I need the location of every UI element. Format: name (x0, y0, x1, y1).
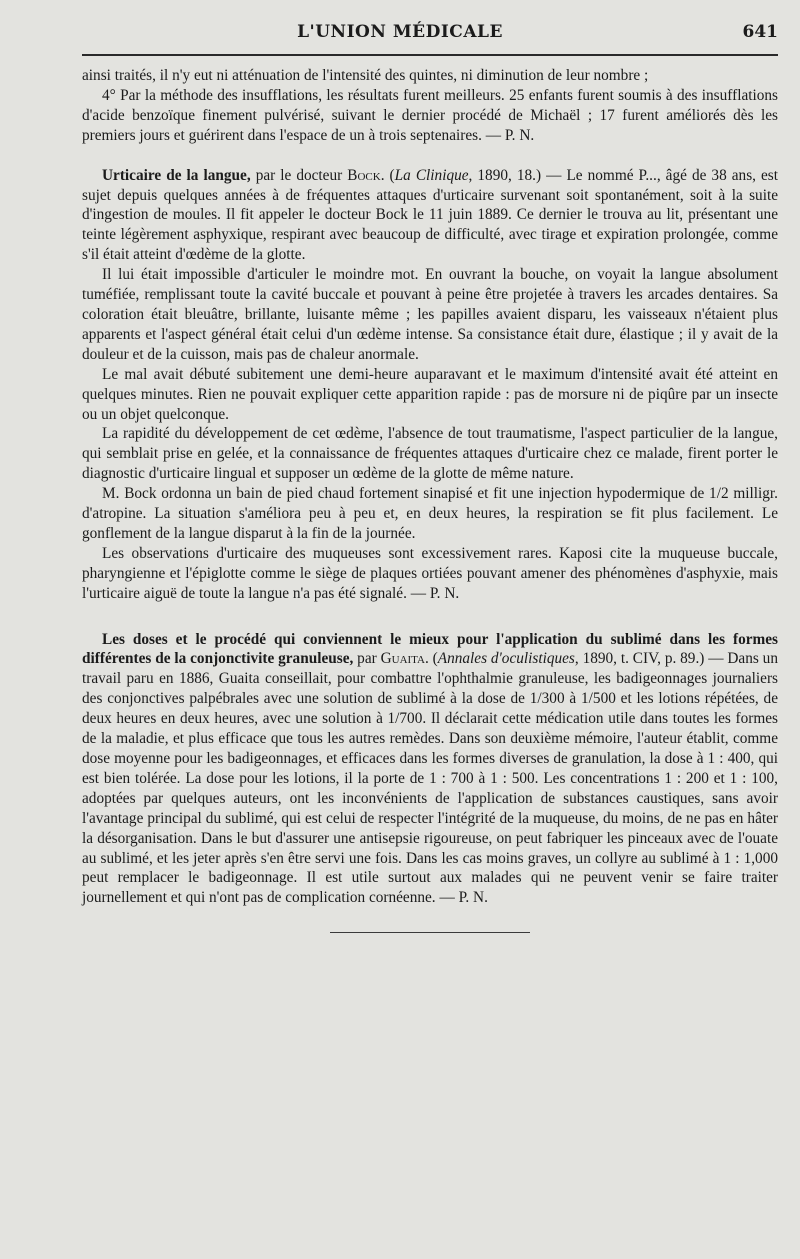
journal-name: Annales d'oculistiques (437, 650, 575, 668)
page-header (82, 18, 778, 48)
article-urticaire-paragraph: La rapidité du développement de cet œdème, l'absence de tout traumatisme, l'aspect particulier de la langue, qui semblait prise en gelée, et la connaissance de fréquentes attaques d'urticaire chez ce malade, firent porter le diagnostic d'urticaire lingual et supposer un œdème de la glotte de même nature. (82, 425, 778, 483)
paragraph-continuation: ainsi traités, il n'y eut ni atténuation de l'intensité des quintes, ni diminution de leur nombre ; (82, 67, 649, 84)
header-rule (82, 54, 778, 56)
article-urticaire-paragraph: M. Bock ordonna un bain de pied chaud fortement sinapisé et fit une injection hypodermique de 1/2 milligr. d'atropine. La situation s'améliora peu à peu et, en deux heures, la respiration se fit plus facilement. Le gonflement de la langue disparut à la fin de la journée. (82, 485, 778, 542)
paragraph-insufflations: 4° Par la méthode des insufflations, les résultats furent meilleurs. 25 enfants furent soumis à des insufflations d'acide benzoïque finement pulvérisé, suivant le dernier procédé de Michaël ; 17 furent améliorés dès les premiers jours et guérirent dans l'espace de un à trois septenaires. — P. N. (82, 86, 778, 144)
author-bock: Bock (347, 166, 381, 184)
author-guaita: Guaita (380, 650, 425, 668)
body-text (82, 66, 778, 908)
running-title: L'UNION MÉDICALE (297, 22, 503, 42)
article-title-urticaire: Urticaire de la langue, (102, 166, 251, 184)
end-rule (330, 932, 530, 933)
article-urticaire-paragraph: Le mal avait débuté subitement une demi-heure auparavant et le maximum d'intensité avait été atteint en quelques minutes. Rien ne pouvait expliquer cette apparition rapide : pas de morsure ni de piqûre par un insecte ou un objet quelconque. (82, 365, 778, 423)
page-number: 641 (742, 22, 778, 42)
article-sublime: Les doses et le procédé qui conviennent le mieux pour l'application du sublimé dans les formes différentes de la conjonctivite granuleuse, par Guaita. (Annales d'oculistiques, 1890, t. CIV, p. 89.) — Dans un travail paru en 1886, Guaita conseillait, pour combattre l'ophthalmie granuleuse, les badigeonnages journaliers des conjonctives palpébrales avec une solution de sublimé à la dose de 1/300 à 1/500 et les lotions répétées, de deux heures en deux heures, avec une solution à 1/700. Il déclarait cette médication utile dans toutes les formes de la maladie, et plus efficace que tous les autres remèdes. Dans son deuxième mémoire, l'auteur établit, comme dose moyenne pour les badigeonnages, et efficaces dans les formes diverses de granulation, la dose à 1 : 400, qui est bien tolérée. La dose pour les lotions, il la porte de 1 : 700 à 1 : 500. Les concentrations 1 : 200 et 1 : 100, adoptées par quelques auteurs, ont les inconvénients de l'application de substances caustiques, sans avoir l'avantage principal du sublimé, qui est celui de respecter l'intégrité de la muqueuse, du moins, de ne pas en hâter la désorganisation. Dans le but d'assurer une antisepsie rigoureuse, on peut fabriquer les pinceaux avec de l'ouate au sublimé, et les jeter après s'en être servi une fois. Dans les cas moins graves, un collyre au sublimé à 1 : 1,000 peut remplacer le badigeonnage. Il est utile surtout aux malades qui ne peuvent venir se faire traiter journellement et qui n'ont pas de complication cornéenne. — P. N. (82, 630, 778, 907)
journal-name: La Clinique (394, 166, 469, 184)
article-urticaire-lead: Urticaire de la langue, par le docteur Bock. (La Clinique, 1890, 18.) — Le nommé P..., âgé de 38 ans, est sujet depuis quelques années à de fréquentes attaques d'urticaire survenant soit spontanément, soit à la suite d'ingestion de moules. Il fit appeler le docteur Bock le 11 juin 1889. Ce dernier le trouva au lit, présentant une teinte légèrement asphyxique, respirant avec beaucoup de difficulté, avec tirage et expiration prolongée, comme s'il était atteint d'œdème de la glotte. (82, 166, 779, 264)
article-title-sublime: Les doses et le procédé qui conviennent le mieux pour l'application du sublimé dans les formes différentes de la conjonctivite granuleuse, (82, 630, 778, 668)
article-urticaire-paragraph: Les observations d'urticaire des muqueuses sont excessivement rares. Kaposi cite la muqueuse buccale, pharyngienne et l'épiglotte comme le siège de plaques ortiées pouvant amener des phénomènes d'asphyxie, mais l'urticaire aiguë de toute la langue n'a pas été signalé. — P. N. (82, 544, 778, 602)
article-urticaire-paragraph: Il lui était impossible d'articuler le moindre mot. En ouvrant la bouche, on voyait la langue absolument tuméfiée, remplissant toute la cavité buccale et pouvant à peine être projetée à travers les arcades dentaires. Sa coloration était bleuâtre, brillante, luisante même ; les papilles avaient disparu, les vaisseaux n'étaient plus apparents et l'aspect général était celui d'un œdème intense. Sa consistance était dure, élastique ; il y avait de la douleur et de la cuisson, mais pas de chaleur anormale. (82, 266, 778, 363)
